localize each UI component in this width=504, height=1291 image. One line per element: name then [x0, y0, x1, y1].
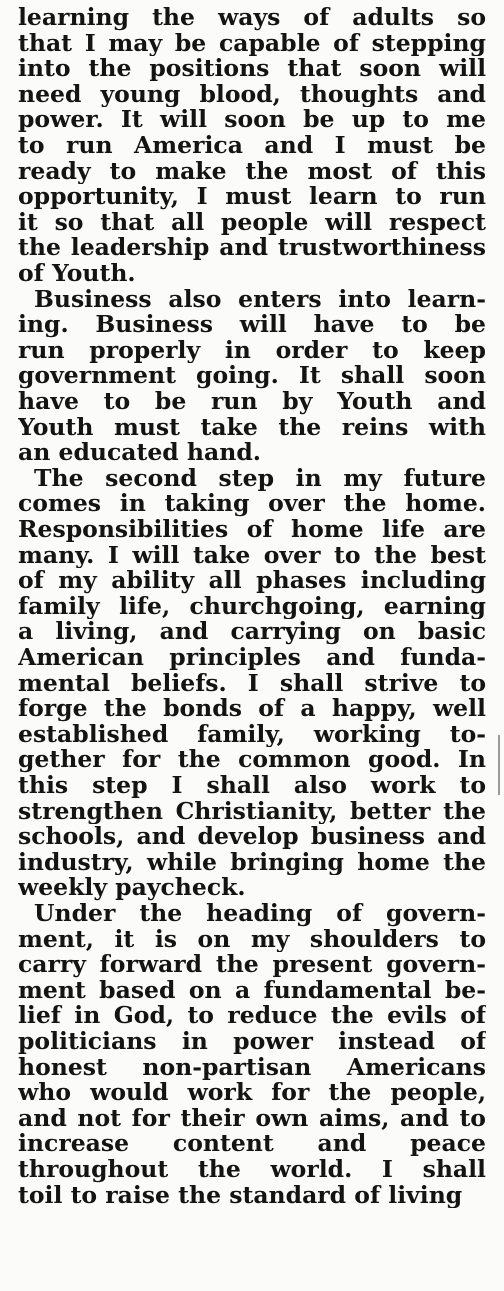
- paragraph: [18, 5, 486, 287]
- text-line: a living, and carrying on basic: [18, 619, 486, 645]
- text-line: ready to make the most of this: [18, 158, 486, 185]
- text-line: carry forward the present govern-: [18, 952, 486, 978]
- text-line: honest non-partisan Americans: [18, 1054, 486, 1081]
- text-line: this step I shall also work to: [18, 772, 486, 799]
- column-edge-mark: [498, 735, 500, 795]
- text-line: toil to raise the standard of living: [18, 1182, 463, 1209]
- text-line: who would work for the people,: [18, 1080, 486, 1106]
- text-line: weekly paycheck.: [18, 875, 246, 901]
- text-line: and not for their own aims, and to: [18, 1105, 486, 1132]
- text-line: Under the heading of govern-: [34, 901, 486, 927]
- text-line: forge the bonds of a happy, well: [18, 696, 486, 722]
- text-line: an educated hand.: [18, 440, 261, 466]
- text-line: throughout the world. I shall: [18, 1156, 486, 1183]
- paragraph: [18, 287, 486, 466]
- paragraph: [18, 466, 486, 901]
- text-line: ing. Business will have to be: [18, 312, 486, 338]
- text-line: to run America and I must be: [18, 132, 486, 159]
- text-line: opportunity, I must learn to run: [18, 184, 486, 210]
- text-line: learning the ways of adults so: [18, 5, 486, 31]
- text-line: government going. It shall soon: [18, 363, 486, 389]
- text-line: comes in taking over the home.: [18, 491, 486, 517]
- text-line: mental beliefs. I shall strive to: [18, 670, 486, 697]
- text-line: Business also enters into learn-: [34, 286, 486, 313]
- text-line: increase content and peace: [18, 1131, 486, 1157]
- text-line: politicians in power instead of: [18, 1028, 486, 1055]
- text-line: Responsibilities of home life are: [18, 516, 486, 543]
- paragraph: [18, 901, 486, 1208]
- text-line: industry, while bringing home the: [18, 849, 486, 876]
- text-line: many. I will take over to the best: [18, 542, 486, 569]
- text-line: American principles and funda-: [18, 644, 486, 671]
- text-line: of my ability all phases including: [18, 568, 486, 594]
- text-line: of Youth.: [18, 260, 136, 287]
- text-line: The second step in my future: [34, 465, 486, 492]
- text-line: schools, and develop business and: [18, 824, 486, 850]
- text-line: established family, working to-: [18, 721, 486, 748]
- text-line: into the positions that soon will: [18, 56, 486, 82]
- text-line: the leadership and trustworthiness: [18, 235, 486, 261]
- text-line: ment, it is on my shoulders to: [18, 926, 486, 953]
- text-line: power. It will soon be up to me: [18, 107, 486, 133]
- text-line: ment based on a fundamental be-: [18, 977, 486, 1004]
- text-line: lief in God, to reduce the evils of: [18, 1003, 486, 1029]
- text-line: it so that all people will respect: [18, 209, 486, 236]
- text-line: run properly in order to keep: [18, 337, 486, 364]
- text-line: have to be run by Youth and: [18, 388, 486, 415]
- text-line: family life, churchgoing, earning: [18, 593, 486, 620]
- text-line: need young blood, thoughts and: [18, 81, 486, 108]
- text-line: gether for the common good. In: [18, 747, 486, 773]
- text-line: strengthen Christianity, better the: [18, 798, 486, 825]
- text-line: Youth must take the reins with: [18, 414, 486, 441]
- text-line: that I may be capable of stepping: [18, 30, 486, 57]
